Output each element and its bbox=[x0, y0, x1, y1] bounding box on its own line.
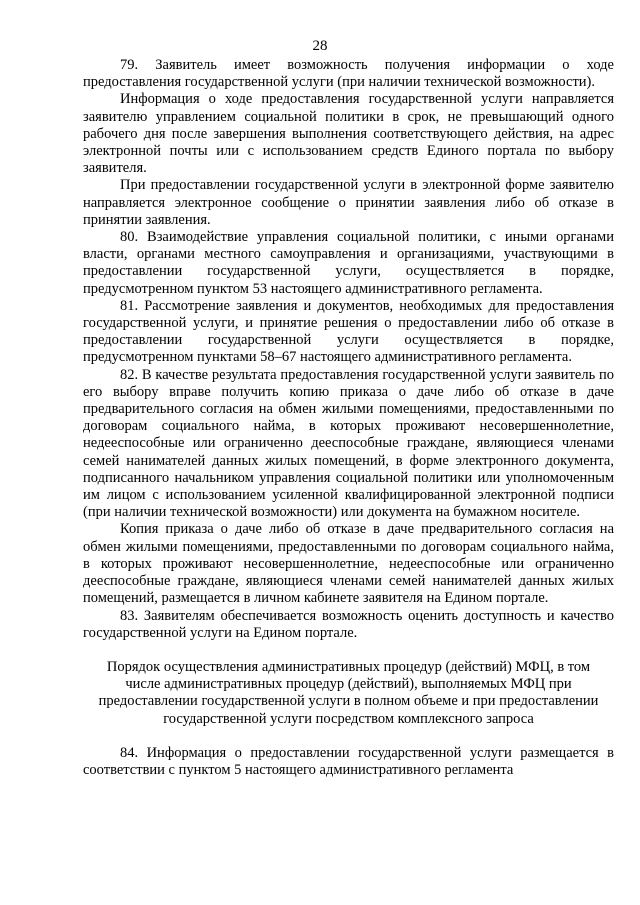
paragraph-80: 80. Взаимодействие управления социальной политики, с иными органами власти, органами местного самоуправления и организациями, участвующими в предоставлении государственной услуги, осуществляется в порядке, предусмотренном пунктом 53 настоящего административного регламента. bbox=[83, 229, 614, 297]
paragraph-82: 82. В качестве результата предоставления государственной услуги заявитель по его выбору вправе получить копию приказа о даче либо об отказе в даче предварительного согласия на обмен жилыми помещениями, предоставленными по договорам социального найма, в которых проживают несовершеннолетние, недееспособные или ограниченно дееспособные граждане, являющиеся членами семей нанимателей данных жилых помещений, в форме электронного документа, подписанного начальником управления социальной политики или уполномоченным им лицом с использованием усиленной квалифицированной электронной подписи (при наличии технической возможности) или документа на бумажном носителе. bbox=[83, 366, 614, 521]
paragraph-81: 81. Рассмотрение заявления и документов, необходимых для предоставления государственной услуги, и принятие решения о предоставлении либо об отказе в предоставлении государственной услуги осуществляется в порядке, предусмотренном пунктами 58–67 настоящего административного регламента. bbox=[83, 297, 614, 366]
paragraph-electronic-message: При предоставлении государственной услуги в электронной форме заявителю направляется электронное сообщение о принятии заявления либо об отказе в принятии заявления. bbox=[83, 177, 614, 228]
section-heading: Порядок осуществления административных процедур (действий) МФЦ, в том числе административных процедур (действий), выполняемых МФЦ при предоставлении государственной услуги в полном объеме и при предоставлении государственной услуги посредством комплексного запроса bbox=[98, 658, 599, 727]
paragraph-83: 83. Заявителям обеспечивается возможность оценить доступность и качество государственной услуги на Едином портале. bbox=[83, 607, 614, 641]
paragraph-79: 79. Заявитель имеет возможность получения информации о ходе предоставления государственной услуги (при наличии технической возможности). bbox=[83, 57, 614, 91]
paragraph-84: 84. Информация о предоставлении государственной услуги размещается в соответствии с пунктом 5 настоящего административного регламента bbox=[83, 744, 614, 778]
page-number: 28 bbox=[312, 38, 328, 54]
document-body bbox=[83, 57, 614, 779]
paragraph-progress-info: Информация о ходе предоставления государственной услуги направляется заявителю управлением социальной политики в срок, не превышающий одного рабочего дня после завершения выполнения соответствующего действия, на адрес электронной почты или с использованием средств Единого портала по выбору заявителя. bbox=[83, 91, 614, 177]
paragraph-order-copy: Копия приказа о даче либо об отказе в даче предварительного согласия на обмен жилыми помещениями, предоставленными по договорам социального найма, в которых проживают несовершеннолетние, недееспособные или ограниченно дееспособные граждане, являющиеся членами семей нанимателей данных жилых помещений, размещается в личном кабинете заявителя на Едином портале. bbox=[83, 521, 614, 607]
